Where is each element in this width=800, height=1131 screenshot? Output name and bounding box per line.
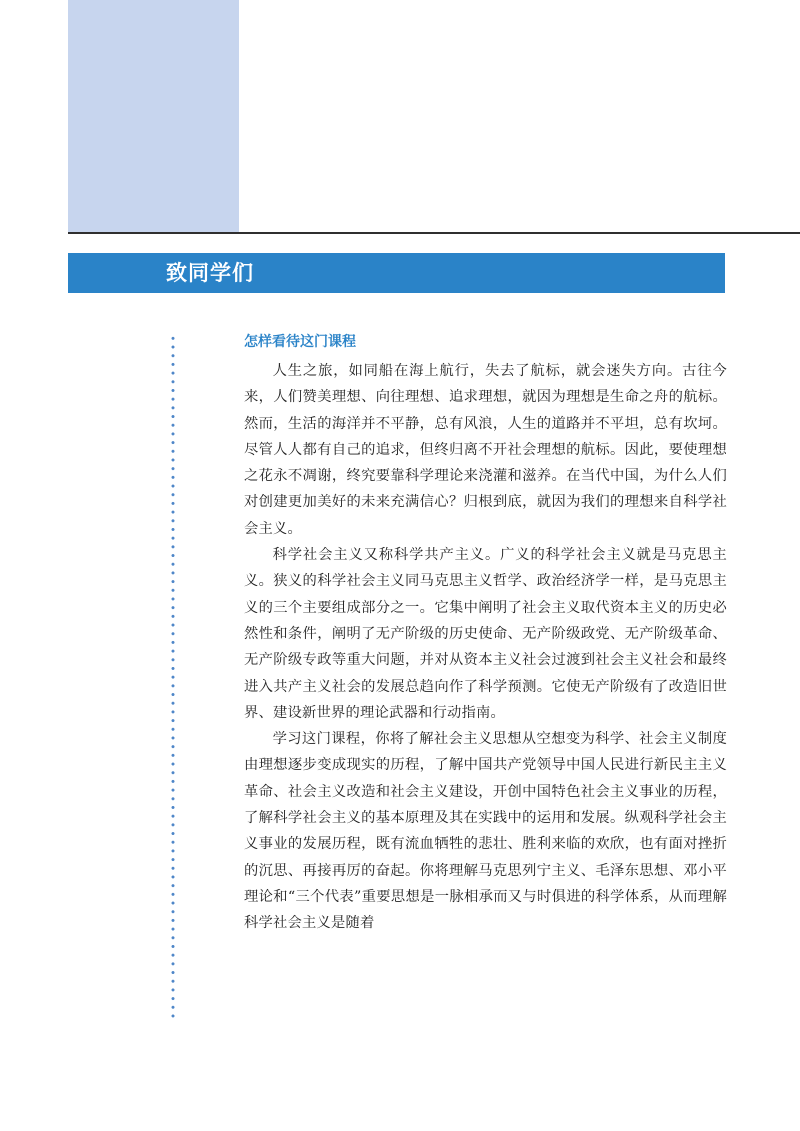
body-paragraph: 科学社会主义又称科学共产主义。广义的科学社会主义就是马克思主义。狭义的科学社会主义同马克思主义哲学、政治经济学一样，是马克思主义的三个主要组成部分之一。它集中阐明了社会主义取代资本主义的历史必然性和条件，阐明了无产阶级的历史使命、无产阶级政党、无产阶级革命、无产阶级专政等重大问题，并对从资本主义社会过渡到社会主义社会和最终进入共产主义社会的发展总趋向作了科学预测。它使无产阶级有了改造旧世界、建设新世界的理论武器和行动指南。 <box>244 547 727 721</box>
dotted-margin-line <box>171 334 175 1022</box>
decorative-header-block <box>68 0 239 232</box>
chapter-banner <box>68 253 725 293</box>
page-body <box>244 330 727 937</box>
body-paragraph: 人生之旅，如同船在海上航行，失去了航标，就会迷失方向。古往今来，人们赞美理想、向往理想、追求理想，就因为理想是生命之舟的航标。然而，生活的海洋并不平静，总有风浪，人生的道路并不平坦，总有坎坷。尽管人人都有自己的追求，但终归离不开社会理想的航标。因此，要使理想之花永不凋谢，终究要靠科学理论来浇灌和滋养。在当代中国，为什么人们对创建更加美好的未来充满信心？归根到底，就因为我们的理想来自科学社会主义。 <box>244 363 727 537</box>
section-heading: 怎样看待这门课程 <box>244 334 356 350</box>
chapter-title: 致同学们 <box>166 261 254 285</box>
header-rule <box>68 232 800 234</box>
body-paragraph: 学习这门课程，你将了解社会主义思想从空想变为科学、社会主义制度由理想逐步变成现实的历程，了解中国共产党领导中国人民进行新民主主义革命、社会主义改造和社会主义建设，开创中国特色社会主义事业的历程，了解科学社会主义的基本原理及其在实践中的运用和发展。纵观科学社会主义事业的发展历程，既有流血牺牲的悲壮、胜利来临的欢欣，也有面对挫折的沉思、再接再厉的奋起。你将理解马克思列宁主义、毛泽东思想、邓小平理论和“三个代表”重要思想是一脉相承而又与时俱进的科学体系，从而理解科学社会主义是随着 <box>244 731 727 932</box>
